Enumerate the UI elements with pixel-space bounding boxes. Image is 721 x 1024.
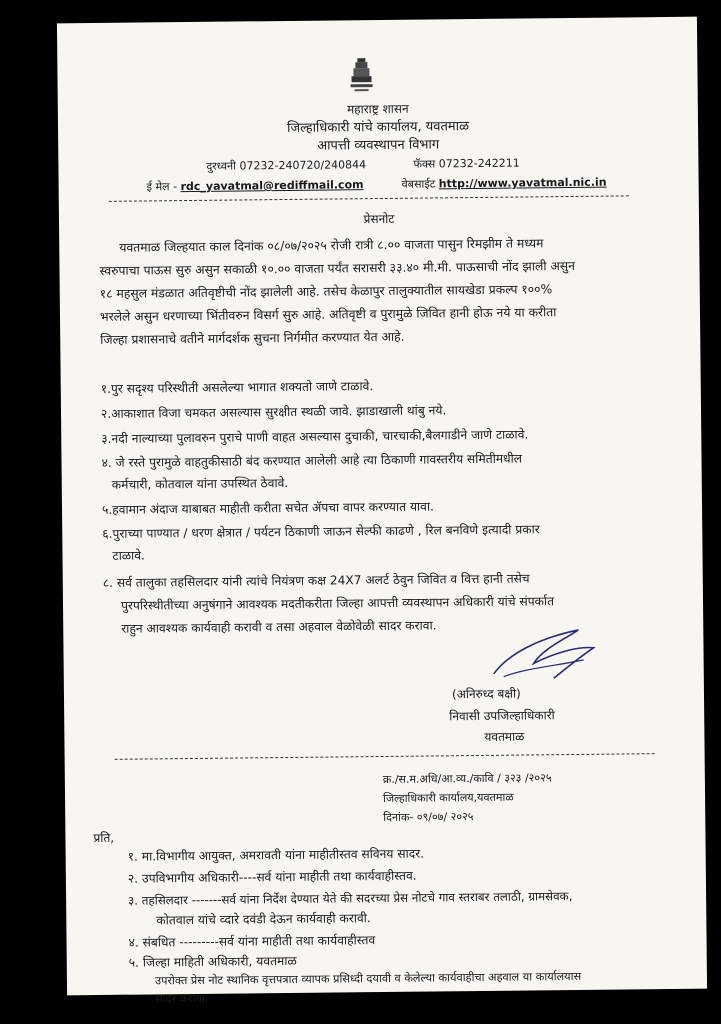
reference-date: दिनांक- ०९/०७/ २०२५ — [383, 810, 474, 825]
copy-to-item: १. मा.विभागीय आयुक्त, अमरावती यांना माहीतीस्तव सविनय सादर. — [127, 846, 425, 864]
department-name: आपत्ती व्यवस्थापन विभाग — [317, 137, 440, 154]
copy-to-item: कोतवाल यांचे व्दारे दवंडी देऊन कार्यवाही करावी. — [156, 911, 371, 928]
signatory-place: यवतमाळ — [484, 729, 525, 744]
copy-to-item: ५. जिल्हा माहिती अधिकारी, यवतमाळ — [128, 953, 297, 970]
copy-to-label: प्रति, — [93, 830, 115, 846]
office-name: जिल्हाधिकारी यांचे कार्यालय, यवतमाळ — [287, 119, 470, 136]
instruction-item: पुरपरिस्थीतीच्या अनुषंगाने आवश्यक मदतीकरीता जिल्हा आपत्ती व्यवस्थापन अधिकारी यांचे संपर्कात — [120, 594, 555, 613]
copy-to-item: ४. संबधित ---------सर्व यांना माहीती तथा कार्यवाहीस्तव — [128, 933, 376, 950]
signatory-designation: निवासी उपजिल्हाधिकारी — [449, 708, 555, 724]
email-link[interactable]: rdc_yavatmal@rediffmail.com — [180, 178, 364, 194]
body-line: भरलेले असुन धरणाच्या भिंतीवरुन विसर्ग सुरु आहे. अतिवृष्टी व पुरामुळे जिवित हानी होऊ नये या करीता — [99, 305, 557, 324]
instruction-item: ६.पुराच्या पाण्यात / धरण क्षेत्रात / पर्यटन ठिकाणी जाऊन सेल्फी काढणे , रिल बनविणे इत्यादी प्रकार — [102, 522, 540, 541]
signature-mark — [483, 618, 604, 689]
copy-to-item: उपरोक्त प्रेस नोट स्थानिक वृत्तपत्रात व्यापक प्रसिध्दी दयावी व केलेल्या कार्यवाहीचा अहवाल या कार्यालयास — [154, 969, 582, 988]
website-link[interactable]: http://www.yavatmal.nic.in — [438, 175, 607, 191]
instruction-item: ८. सर्व तालुका तहसिलदार यांनी त्यांचे नियंत्रण कक्ष 24X7 अलर्ट ठेवुन जिवित व वित्त हानी तसेच — [102, 571, 530, 590]
copy-to-item: ३. तहसिलदार -------सर्व यांना निर्देश देण्यात येते की सदरच्या प्रेस नोटचे गाव स्तराबर तलाठी, ग्रामसेवक, — [128, 889, 573, 908]
reference-number: क्र./स.म.अधि/आ.व्य./कावि / ३२३ /२०२५ — [382, 771, 552, 787]
press-note-page — [57, 17, 707, 1006]
phone-number: दुरध्वनी 07232-240720/240844 — [206, 158, 367, 173]
instruction-item: २.आकाशात विजा चमकत असल्यास सुरक्षीत स्थळी जावे. झाडाखाली थांबु नये. — [100, 403, 447, 421]
national-emblem-icon — [347, 54, 375, 94]
instruction-item: ४. जे रस्ते पुरामुळे वाहतुकीसाठी बंद करण्यात आलेली आहे त्या ठिकाणी गावस्तरीय समितीमधील — [101, 451, 523, 470]
copy-to-item: २. उपविभागीय अधिकारी----सर्व यांना माहीती तथा कार्यवाहीस्तव. — [127, 868, 417, 886]
govt-name: महाराष्ट्र शासन — [346, 101, 409, 117]
body-line: स्वरुपाचा पाऊस सुरु असुन सकाळी १०.०० वाजता पर्यंत सरासरी ३३.४० मी.मी. पाऊसाची नोंद झाली असुन — [99, 258, 576, 278]
body-line: जिल्हा प्रशासनाचे वतीने मार्गदर्शक सुचना निर्गमीत करण्यात येत आहे. — [100, 329, 405, 347]
instruction-item: कर्मचारी, कोतवाल यांना उपस्थित ठेवावे. — [111, 475, 289, 492]
instruction-item: ५.हवामान अंदाज याबाबत माहीती करीता सचेत ॲपचा वापर करण्यात यावा. — [101, 499, 435, 517]
signatory-name: (अनिरुध्द बक्षी) — [451, 686, 521, 702]
instruction-item: टाळावे. — [112, 548, 145, 563]
instruction-item: राहुन आवश्यक कार्यवाही करावी व तसा अहवाल वेळोवेळी सादर करावा. — [121, 618, 437, 636]
body-line: यवतमाळ जिल्हयात काल दिनांक ०८/०७/२०२५ रोजी रात्री ८.०० वाजता पासुन रिमझीम ते मध्यम — [119, 236, 544, 255]
document-title: प्रेसनोट — [363, 211, 395, 227]
divider — [109, 195, 629, 201]
fax-number: फॅक्स 07232-242211 — [413, 156, 520, 171]
instruction-item: ३.नदी नाल्याच्या पुलावरुन पुराचे पाणी वाहत असल्यास दुचाकी, चारचाकी,बैलगाडीने जाणे टाळावे. — [101, 427, 529, 446]
divider — [115, 753, 655, 760]
instruction-item: १.पुर सदृश्य परिस्थीती असलेल्या भागात शक्यतो जाणे टाळावे. — [100, 379, 374, 396]
copy-to-item: सादर करावा. — [155, 991, 209, 1006]
reference-office: जिल्हाधिकारी कार्यालय,यवतमाळ — [382, 790, 514, 806]
body-line: १८ महसुल मंडळात अतिवृष्टीची नोंद झालेली आहे. तसेच केळापुर तालुक्यातील सायखेडा प्रकल्प १००% — [99, 282, 553, 301]
email-label: ई मेल - — [146, 180, 178, 194]
website-label: वेबसाईट — [401, 177, 436, 191]
